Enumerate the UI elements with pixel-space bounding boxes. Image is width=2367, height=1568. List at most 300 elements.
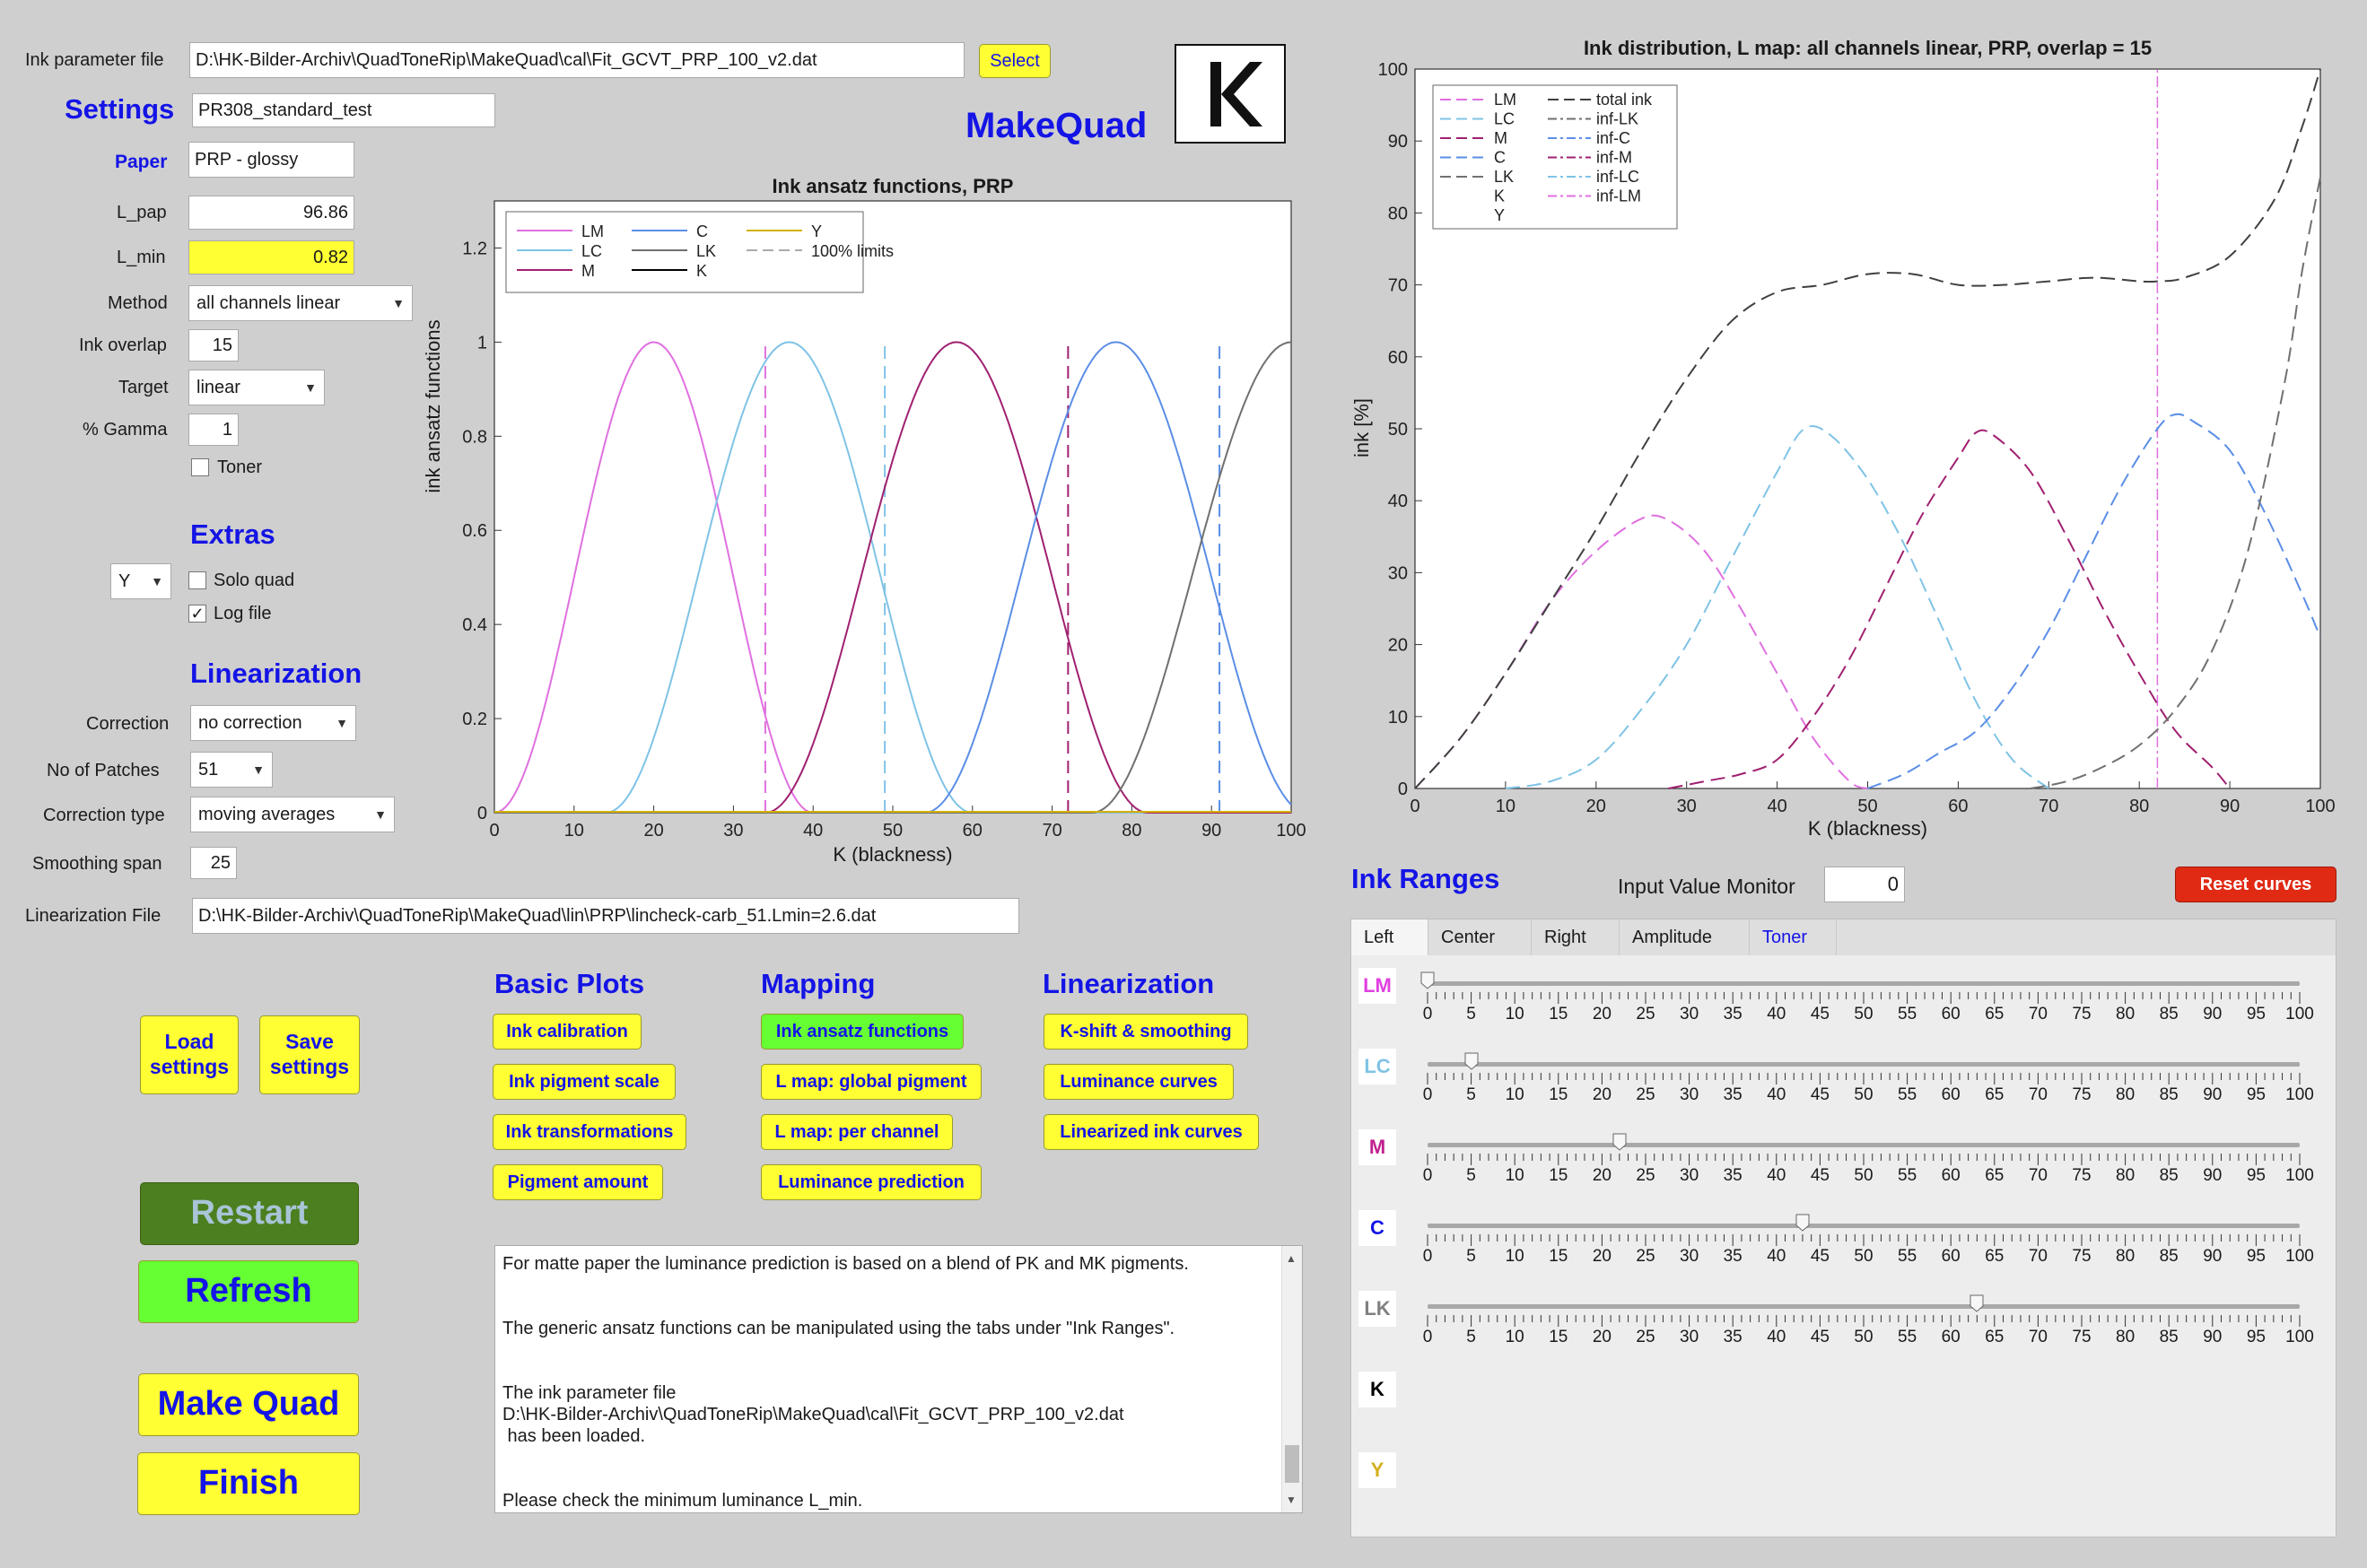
chevron-down-icon: ▼ bbox=[252, 762, 265, 777]
ink-ranges-panel bbox=[1350, 919, 2336, 1538]
slider-tick-label: 60 bbox=[1941, 1085, 1961, 1104]
slider-tick-label: 25 bbox=[1636, 1166, 1655, 1185]
slider-tick-label: 40 bbox=[1767, 1085, 1786, 1104]
slider-tick-label: 50 bbox=[1854, 1247, 1874, 1266]
slider-tick-label: 85 bbox=[2159, 1247, 2179, 1266]
slider-tick-label: 100 bbox=[2285, 1247, 2314, 1266]
slider-thumb-shape bbox=[1465, 1053, 1478, 1069]
linearization-section-heading: Linearization bbox=[1043, 968, 1215, 999]
slider-tick-label: 45 bbox=[1810, 1328, 1830, 1346]
slider-tick-label: 5 bbox=[1466, 1166, 1476, 1185]
slider-tick-label: 0 bbox=[1422, 1247, 1433, 1266]
slider-tick-label: 50 bbox=[1854, 1166, 1874, 1185]
app-title: MakeQuad bbox=[965, 106, 1148, 145]
x-tick-label: 70 bbox=[2039, 797, 2059, 816]
slider-tick-label: 55 bbox=[1898, 1328, 1917, 1346]
slider-tick-label: 35 bbox=[1723, 1247, 1742, 1266]
slider-tick-label: 25 bbox=[1636, 1247, 1655, 1266]
legend-label: LM bbox=[1494, 91, 1517, 109]
gamma-field[interactable]: 1 bbox=[188, 414, 239, 446]
x-tick-label: 30 bbox=[1676, 797, 1697, 816]
slider-tick-label: 15 bbox=[1549, 1166, 1568, 1185]
chevron-down-icon: ▼ bbox=[392, 296, 405, 310]
slider-tick-label: 70 bbox=[2028, 1085, 2048, 1104]
slider-tick-label: 10 bbox=[1505, 1166, 1524, 1185]
slider-track[interactable] bbox=[1428, 1304, 2300, 1309]
channel-label-m: M bbox=[1358, 1129, 1396, 1165]
slider-tick-label: 0 bbox=[1422, 1005, 1433, 1024]
x-tick-label: 0 bbox=[489, 821, 500, 841]
slider-tick-label: 25 bbox=[1636, 1085, 1655, 1104]
linearization-heading: Linearization bbox=[190, 658, 362, 689]
y-tick-label: 0 bbox=[476, 804, 487, 823]
chart1-title: Ink ansatz functions, PRP bbox=[772, 175, 1014, 197]
chart1-ylabel: ink ansatz functions bbox=[422, 319, 444, 493]
span-label: Smoothing span bbox=[32, 854, 162, 874]
slider-tick-label: 15 bbox=[1549, 1085, 1568, 1104]
legend-label: LC bbox=[1494, 109, 1515, 128]
span-field[interactable]: 25 bbox=[190, 847, 237, 879]
logo bbox=[1175, 44, 1286, 144]
slider-tick-label: 25 bbox=[1636, 1005, 1655, 1024]
slider-tick-label: 45 bbox=[1810, 1166, 1830, 1185]
slider-tick-label: 55 bbox=[1898, 1085, 1917, 1104]
legend-label: LM bbox=[581, 222, 605, 240]
channel-label-y: Y bbox=[1358, 1452, 1396, 1488]
pigment-amount-button[interactable]: Pigment amount bbox=[493, 1164, 663, 1200]
slider-tick-label: 100 bbox=[2285, 1085, 2314, 1104]
slider-tick-label: 100 bbox=[2285, 1166, 2314, 1185]
chevron-down-icon: ▼ bbox=[304, 380, 317, 395]
slider-tick-label: 70 bbox=[2028, 1166, 2048, 1185]
y-tick-label: 0.6 bbox=[462, 521, 487, 542]
ink-ansatz-functions-button[interactable]: Ink ansatz functions bbox=[761, 1014, 964, 1050]
slider-thumb[interactable] bbox=[1420, 971, 1435, 989]
slider-tick-label: 100 bbox=[2285, 1328, 2314, 1346]
log-line: For matte paper the luminance prediction is based on a blend of PK and MK pigments. bbox=[502, 1254, 1189, 1274]
ink-distribution-chart bbox=[1364, 54, 2351, 843]
y-tick-label: 50 bbox=[1387, 420, 1408, 440]
slider-tick-label: 35 bbox=[1723, 1166, 1742, 1185]
slider-tick-label: 80 bbox=[2116, 1005, 2136, 1024]
patches-label: No of Patches bbox=[47, 761, 160, 780]
slider-tick-label: 20 bbox=[1592, 1166, 1611, 1185]
slider-tick-label: 70 bbox=[2028, 1247, 2048, 1266]
l-map-per-channel-button[interactable]: L map: per channel bbox=[761, 1114, 953, 1150]
legend-label: inf-LK bbox=[1596, 109, 1639, 128]
extras-heading: Extras bbox=[190, 518, 275, 550]
save-settings-button[interactable]: Save settings bbox=[259, 1015, 360, 1094]
slider-tick-label: 75 bbox=[2072, 1328, 2092, 1346]
y-tick-label: 70 bbox=[1387, 275, 1408, 296]
channel-value: Y bbox=[118, 571, 131, 591]
paper-label: Paper bbox=[115, 152, 168, 172]
slider-tick-label: 75 bbox=[2072, 1166, 2092, 1185]
slider-tick-label: 45 bbox=[1810, 1085, 1830, 1104]
tab-left[interactable]: Left bbox=[1351, 919, 1428, 955]
legend-label: LK bbox=[696, 242, 717, 260]
range-slider-lc[interactable] bbox=[1422, 1051, 2314, 1105]
legend-label: K bbox=[696, 262, 708, 280]
x-tick-label: 60 bbox=[962, 821, 983, 841]
slider-tick-label: 65 bbox=[1985, 1085, 2005, 1104]
legend-label: inf-LC bbox=[1596, 168, 1640, 186]
ctype-value: moving averages bbox=[198, 804, 336, 824]
slider-tick-label: 75 bbox=[2072, 1005, 2092, 1024]
legend-label: total ink bbox=[1596, 91, 1653, 109]
method-value: all channels linear bbox=[197, 292, 341, 313]
slider-tick-label: 95 bbox=[2246, 1166, 2266, 1185]
x-tick-label: 10 bbox=[1495, 797, 1516, 816]
slider-tick-label: 20 bbox=[1592, 1247, 1611, 1266]
make-quad-button[interactable]: Make Quad bbox=[138, 1373, 359, 1436]
chart1-xlabel: K (blackness) bbox=[833, 843, 953, 866]
method-select[interactable] bbox=[188, 285, 413, 321]
paper-field[interactable]: PRP - glossy bbox=[188, 142, 354, 178]
legend-label: 100% limits bbox=[811, 242, 895, 260]
legend-label: inf-M bbox=[1596, 148, 1632, 167]
legend-label: Y bbox=[811, 222, 823, 240]
slider-tick-label: 40 bbox=[1767, 1005, 1786, 1024]
legend-label: M bbox=[581, 262, 595, 280]
x-tick-label: 0 bbox=[1410, 797, 1420, 816]
load-settings-button[interactable]: Load settings bbox=[140, 1015, 239, 1094]
x-tick-label: 60 bbox=[1948, 797, 1969, 816]
slider-track[interactable] bbox=[1428, 1224, 2300, 1228]
channel-select[interactable] bbox=[110, 563, 171, 599]
chart2-xlabel: K (blackness) bbox=[1807, 817, 1928, 840]
x-tick-label: 100 bbox=[1276, 821, 1306, 841]
slider-tick-label: 65 bbox=[1985, 1166, 2005, 1185]
target-label: Target bbox=[118, 378, 169, 397]
ink-ranges-heading: Ink Ranges bbox=[1351, 863, 1500, 894]
lmin-label: L_min bbox=[117, 248, 166, 267]
slider-tick-label: 85 bbox=[2159, 1166, 2179, 1185]
refresh-button[interactable]: Refresh bbox=[138, 1260, 359, 1323]
slider-tick-label: 95 bbox=[2246, 1005, 2266, 1024]
y-tick-label: 20 bbox=[1387, 635, 1408, 656]
linearized-ink-curves-button[interactable]: Linearized ink curves bbox=[1044, 1114, 1259, 1150]
slider-tick-label: 50 bbox=[1854, 1005, 1874, 1024]
slider-tick-label: 35 bbox=[1723, 1085, 1742, 1104]
ctype-label: Correction type bbox=[43, 806, 165, 825]
correction-select[interactable] bbox=[190, 705, 356, 741]
slider-tick-label: 30 bbox=[1680, 1005, 1699, 1024]
x-tick-label: 40 bbox=[803, 821, 824, 841]
lin-file-field[interactable]: D:\HK-Bilder-Archiv\QuadToneRip\MakeQuad\lin\PRP\lincheck-carb_51.Lmin=2.6.dat bbox=[192, 898, 1019, 934]
slider-tick-label: 50 bbox=[1854, 1328, 1874, 1346]
ink-param-field[interactable]: D:\HK-Bilder-Archiv\QuadToneRip\MakeQuad\cal\Fit_GCVT_PRP_100_v2.dat bbox=[189, 42, 965, 78]
l-map-global-pigment-button[interactable]: L map: global pigment bbox=[761, 1064, 982, 1100]
finish-button[interactable]: Finish bbox=[137, 1452, 360, 1515]
slider-tick-label: 10 bbox=[1505, 1247, 1524, 1266]
patches-value: 51 bbox=[198, 759, 219, 780]
y-tick-label: 1.2 bbox=[462, 239, 487, 259]
slider-tick-label: 80 bbox=[2116, 1247, 2136, 1266]
slider-tick-label: 70 bbox=[2028, 1328, 2048, 1346]
slider-tick-label: 5 bbox=[1466, 1247, 1476, 1266]
slider-thumb[interactable] bbox=[1612, 1133, 1627, 1151]
channel-label-c: C bbox=[1358, 1210, 1396, 1246]
slider-tick-label: 85 bbox=[2159, 1005, 2179, 1024]
slider-ticks bbox=[1428, 1073, 2301, 1084]
settings-name-field[interactable]: PR308_standard_test bbox=[192, 93, 495, 127]
slider-tick-label: 45 bbox=[1810, 1005, 1830, 1024]
slider-ticks bbox=[1428, 992, 2301, 1003]
range-slider-c[interactable] bbox=[1422, 1213, 2314, 1267]
log-scroll-thumb[interactable] bbox=[1285, 1445, 1299, 1483]
slider-tick-label: 5 bbox=[1466, 1005, 1476, 1024]
x-tick-label: 100 bbox=[2305, 797, 2336, 816]
slider-tick-label: 75 bbox=[2072, 1085, 2092, 1104]
slider-tick-label: 90 bbox=[2203, 1247, 2223, 1266]
ink-calibration-button[interactable]: Ink calibration bbox=[493, 1014, 642, 1050]
slider-tick-label: 60 bbox=[1941, 1005, 1961, 1024]
legend-box bbox=[506, 212, 863, 292]
slider-tick-label: 80 bbox=[2116, 1085, 2136, 1104]
slider-thumb[interactable] bbox=[1464, 1052, 1479, 1070]
solo-quad-label: Solo quad bbox=[214, 571, 295, 590]
monitor-label: Input Value Monitor bbox=[1618, 875, 1795, 898]
slider-thumb-shape bbox=[1613, 1134, 1626, 1150]
slider-tick-label: 85 bbox=[2159, 1085, 2179, 1104]
channel-label-lc: LC bbox=[1358, 1049, 1396, 1085]
slider-tick-label: 30 bbox=[1680, 1247, 1699, 1266]
x-tick-label: 20 bbox=[1585, 797, 1606, 816]
legend-label: M bbox=[1494, 129, 1507, 147]
lin-file-label: Linearization File bbox=[25, 906, 162, 926]
slider-tick-label: 55 bbox=[1898, 1005, 1917, 1024]
x-tick-label: 80 bbox=[1122, 821, 1142, 841]
slider-tick-label: 20 bbox=[1592, 1085, 1611, 1104]
slider-tick-label: 65 bbox=[1985, 1005, 2005, 1024]
overlap-field[interactable]: 15 bbox=[188, 329, 239, 362]
slider-tick-label: 20 bbox=[1592, 1328, 1611, 1346]
slider-tick-label: 10 bbox=[1505, 1005, 1524, 1024]
method-label: Method bbox=[108, 293, 168, 313]
y-tick-label: 30 bbox=[1387, 563, 1408, 584]
k-shift-smoothing-button[interactable]: K-shift & smoothing bbox=[1044, 1014, 1248, 1050]
chart1-legend bbox=[506, 212, 894, 292]
slider-tick-label: 0 bbox=[1422, 1085, 1433, 1104]
lpap-label: L_pap bbox=[117, 203, 167, 222]
slider-tick-label: 15 bbox=[1549, 1247, 1568, 1266]
channel-label-k: K bbox=[1358, 1372, 1396, 1407]
slider-tick-label: 25 bbox=[1636, 1328, 1655, 1346]
y-tick-label: 60 bbox=[1387, 347, 1408, 368]
slider-thumb-shape bbox=[1970, 1295, 1983, 1311]
ink-pigment-scale-button[interactable]: Ink pigment scale bbox=[493, 1064, 676, 1100]
slider-tick-label: 75 bbox=[2072, 1247, 2092, 1266]
y-tick-label: 80 bbox=[1387, 204, 1408, 224]
log-file-checkbox[interactable]: ✓ bbox=[188, 605, 206, 623]
slider-tick-label: 70 bbox=[2028, 1005, 2048, 1024]
x-tick-label: 80 bbox=[2129, 797, 2150, 816]
x-tick-label: 40 bbox=[1767, 797, 1787, 816]
slider-tick-label: 10 bbox=[1505, 1328, 1524, 1346]
ctype-select[interactable] bbox=[190, 797, 395, 832]
toner-checkbox[interactable] bbox=[191, 458, 209, 476]
scroll-up-icon[interactable]: ▲ bbox=[1286, 1252, 1297, 1265]
log-scrollbar[interactable] bbox=[1281, 1246, 1302, 1512]
toner-label: Toner bbox=[217, 457, 263, 477]
slider-tick-label: 30 bbox=[1680, 1328, 1699, 1346]
legend-label: inf-LM bbox=[1596, 187, 1642, 205]
slider-tick-label: 55 bbox=[1898, 1247, 1917, 1266]
k-logo-icon bbox=[1176, 46, 1284, 142]
solo-quad-checkbox[interactable] bbox=[188, 571, 206, 589]
slider-tick-label: 30 bbox=[1680, 1166, 1699, 1185]
x-tick-label: 10 bbox=[563, 821, 584, 841]
slider-tick-label: 55 bbox=[1898, 1166, 1917, 1185]
range-slider-lk[interactable] bbox=[1422, 1294, 2314, 1347]
tab-amplitude[interactable]: Amplitude bbox=[1620, 919, 1750, 955]
slider-track[interactable] bbox=[1428, 981, 2300, 986]
slider-thumb[interactable] bbox=[1970, 1294, 1984, 1312]
log-file-label: Log file bbox=[214, 604, 272, 623]
slider-tick-label: 95 bbox=[2246, 1328, 2266, 1346]
slider-tick-label: 0 bbox=[1422, 1328, 1433, 1346]
target-select[interactable] bbox=[188, 370, 325, 405]
chevron-down-icon: ▼ bbox=[336, 716, 348, 730]
x-tick-label: 20 bbox=[643, 821, 664, 841]
log-line: The generic ansatz functions can be manipulated using the tabs under "Ink Ranges". bbox=[502, 1319, 1175, 1338]
scroll-down-icon[interactable]: ▼ bbox=[1286, 1494, 1297, 1506]
y-tick-label: 10 bbox=[1387, 707, 1408, 727]
slider-tick-label: 45 bbox=[1810, 1247, 1830, 1266]
slider-thumb-shape bbox=[1421, 972, 1434, 989]
x-tick-label: 90 bbox=[1201, 821, 1222, 841]
legend-label: LK bbox=[1494, 168, 1515, 186]
legend-label: K bbox=[1494, 187, 1506, 205]
slider-track[interactable] bbox=[1428, 1143, 2300, 1147]
ink-param-label: Ink parameter file bbox=[25, 50, 164, 70]
slider-tick-label: 80 bbox=[2116, 1328, 2136, 1346]
slider-tick-label: 80 bbox=[2116, 1166, 2136, 1185]
slider-tick-label: 5 bbox=[1466, 1085, 1476, 1104]
target-value: linear bbox=[197, 377, 240, 397]
slider-tick-label: 5 bbox=[1466, 1328, 1476, 1346]
slider-tick-label: 15 bbox=[1549, 1328, 1568, 1346]
slider-tick-label: 60 bbox=[1941, 1166, 1961, 1185]
tab-center[interactable]: Center bbox=[1428, 919, 1532, 955]
legend-label: LC bbox=[581, 242, 603, 260]
slider-tick-label: 40 bbox=[1767, 1328, 1786, 1346]
slider-tick-label: 90 bbox=[2203, 1166, 2223, 1185]
slider-tick-label: 50 bbox=[1854, 1085, 1874, 1104]
select-button[interactable]: Select bbox=[979, 44, 1051, 78]
x-tick-label: 50 bbox=[1857, 797, 1878, 816]
slider-thumb-shape bbox=[1796, 1215, 1809, 1231]
slider-tick-label: 60 bbox=[1941, 1328, 1961, 1346]
chart2-legend bbox=[1433, 85, 1677, 229]
ink-transformations-button[interactable]: Ink transformations bbox=[493, 1114, 686, 1150]
legend-label: C bbox=[1494, 148, 1506, 167]
slider-tick-label: 30 bbox=[1680, 1085, 1699, 1104]
correction-value: no correction bbox=[198, 712, 302, 733]
y-tick-label: 0 bbox=[1397, 780, 1408, 799]
luminance-curves-button[interactable]: Luminance curves bbox=[1044, 1064, 1234, 1100]
legend-label: Y bbox=[1494, 206, 1506, 224]
y-tick-label: 40 bbox=[1387, 492, 1408, 512]
slider-tick-label: 0 bbox=[1422, 1166, 1433, 1185]
monitor-field[interactable]: 0 bbox=[1824, 867, 1905, 902]
y-tick-label: 0.2 bbox=[462, 710, 487, 730]
slider-tick-label: 90 bbox=[2203, 1328, 2223, 1346]
basic-plots-heading: Basic Plots bbox=[494, 968, 645, 999]
slider-ticks bbox=[1428, 1315, 2301, 1326]
y-tick-label: 100 bbox=[1377, 60, 1408, 80]
overlap-label: Ink overlap bbox=[79, 335, 167, 355]
lpap-field[interactable]: 96.86 bbox=[188, 196, 354, 230]
settings-heading: Settings bbox=[65, 93, 175, 125]
slider-tick-label: 35 bbox=[1723, 1328, 1742, 1346]
slider-track[interactable] bbox=[1428, 1062, 2300, 1067]
slider-tick-label: 20 bbox=[1592, 1005, 1611, 1024]
log-line: The ink parameter file bbox=[502, 1383, 677, 1403]
legend-label: inf-C bbox=[1596, 129, 1631, 147]
log-line: D:\HK-Bilder-Archiv\QuadToneRip\MakeQuad\cal\Fit_GCVT_PRP_100_v2.dat bbox=[502, 1405, 1124, 1424]
x-tick-label: 70 bbox=[1042, 821, 1062, 841]
slider-tick-label: 65 bbox=[1985, 1328, 2005, 1346]
slider-thumb[interactable] bbox=[1795, 1214, 1810, 1232]
y-tick-label: 1 bbox=[476, 333, 487, 353]
reset-curves-button[interactable]: Reset curves bbox=[2175, 867, 2336, 902]
gamma-label: % Gamma bbox=[83, 420, 168, 440]
lmin-field[interactable]: 0.82 bbox=[188, 240, 354, 274]
slider-tick-label: 95 bbox=[2246, 1247, 2266, 1266]
x-tick-label: 50 bbox=[882, 821, 904, 841]
log-textarea[interactable] bbox=[494, 1245, 1303, 1513]
patches-select[interactable] bbox=[190, 752, 273, 788]
chevron-down-icon: ▼ bbox=[374, 807, 387, 822]
y-tick-label: 90 bbox=[1387, 132, 1408, 152]
x-tick-label: 30 bbox=[723, 821, 744, 841]
slider-tick-label: 90 bbox=[2203, 1085, 2223, 1104]
tab-right[interactable]: Right bbox=[1532, 919, 1620, 955]
y-tick-label: 0.8 bbox=[462, 427, 487, 448]
y-tick-label: 0.4 bbox=[462, 615, 487, 636]
slider-tick-label: 40 bbox=[1767, 1247, 1786, 1266]
channel-label-lm: LM bbox=[1358, 968, 1396, 1004]
range-slider-lm[interactable] bbox=[1422, 971, 2314, 1024]
x-tick-label: 90 bbox=[2219, 797, 2240, 816]
slider-tick-label: 10 bbox=[1505, 1085, 1524, 1104]
slider-tick-label: 85 bbox=[2159, 1328, 2179, 1346]
chevron-down-icon: ▼ bbox=[151, 574, 163, 588]
luminance-prediction-button[interactable]: Luminance prediction bbox=[761, 1164, 982, 1200]
slider-tick-label: 35 bbox=[1723, 1005, 1742, 1024]
legend-label: C bbox=[696, 222, 708, 240]
slider-tick-label: 40 bbox=[1767, 1166, 1786, 1185]
slider-tick-label: 65 bbox=[1985, 1247, 2005, 1266]
ink-ansatz-chart bbox=[440, 197, 1310, 879]
slider-tick-label: 60 bbox=[1941, 1247, 1961, 1266]
tab-toner[interactable]: Toner bbox=[1750, 919, 1837, 955]
restart-button[interactable]: Restart bbox=[140, 1182, 359, 1245]
slider-ticks bbox=[1428, 1154, 2301, 1164]
log-line: has been loaded. bbox=[502, 1426, 646, 1446]
slider-ticks bbox=[1428, 1234, 2301, 1245]
slider-tick-label: 15 bbox=[1549, 1005, 1568, 1024]
chart2-ylabel: ink [%] bbox=[1350, 397, 1373, 458]
mapping-heading: Mapping bbox=[761, 968, 876, 999]
slider-tick-label: 100 bbox=[2285, 1005, 2314, 1024]
slider-tick-label: 90 bbox=[2203, 1005, 2223, 1024]
correction-label: Correction bbox=[86, 714, 170, 734]
range-slider-m[interactable] bbox=[1422, 1132, 2314, 1186]
chart2-title: Ink distribution, L map: all channels linear, PRP, overlap = 15 bbox=[1583, 37, 2153, 59]
